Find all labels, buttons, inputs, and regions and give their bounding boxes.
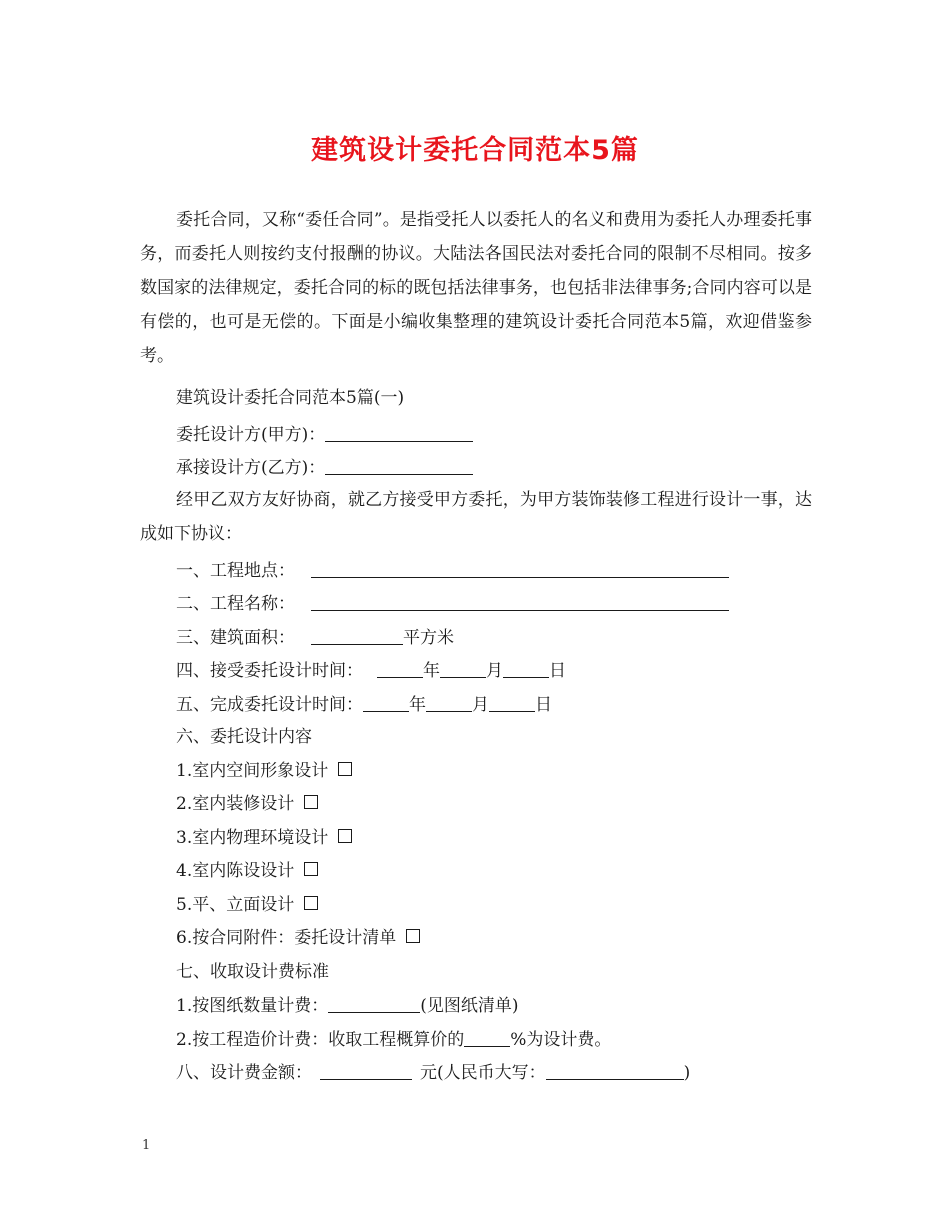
- party-b-blank[interactable]: [325, 457, 473, 475]
- content-item-2: [176, 794, 318, 814]
- fee-item-1-suffix: (见图纸清单): [420, 996, 519, 1016]
- accept-day-label: 日: [549, 661, 566, 681]
- percent-blank[interactable]: [464, 1029, 510, 1047]
- fee-amount-prefix: 八、设计费金额：: [176, 1063, 312, 1083]
- document-title: 建筑设计委托合同范本5篇: [311, 135, 639, 166]
- content-item-4-label: 4.室内陈设设计: [176, 861, 295, 881]
- content-item-6-label: 6.按合同附件：委托设计清单: [176, 928, 397, 948]
- project-name-blank[interactable]: [311, 593, 729, 611]
- checkbox-6[interactable]: [406, 929, 420, 943]
- checkbox-2[interactable]: [304, 795, 318, 809]
- fee-amount-mid: 元(人民币大写：: [420, 1063, 546, 1083]
- agreement-paragraph-block: [140, 483, 812, 551]
- drawing-count-blank[interactable]: [328, 995, 420, 1013]
- accept-month-blank[interactable]: [440, 660, 486, 678]
- area-label: 三、建筑面积：: [176, 628, 295, 648]
- location-blank[interactable]: [311, 560, 729, 578]
- finish-year-blank[interactable]: [363, 694, 409, 712]
- fee-amount-suffix: ): [683, 1063, 691, 1083]
- area-line: [176, 627, 454, 648]
- finish-day-label: 日: [535, 695, 552, 715]
- intro-paragraph-block: [140, 203, 812, 373]
- page-number: 1: [142, 1138, 151, 1153]
- content-item-5: [176, 895, 318, 915]
- finish-month-blank[interactable]: [426, 694, 472, 712]
- accept-year-label: 年: [423, 661, 440, 681]
- content-item-6: [176, 928, 420, 948]
- fee-item-2: [176, 1029, 611, 1050]
- project-name-line: [176, 593, 729, 614]
- accept-year-blank[interactable]: [377, 660, 423, 678]
- fee-item-2-prefix: 2.按工程造价计费：收取工程概算价的: [176, 1030, 465, 1050]
- content-item-3-label: 3.室内物理环境设计: [176, 828, 329, 848]
- checkbox-1[interactable]: [338, 762, 352, 776]
- accept-month-label: 月: [486, 661, 503, 681]
- party-a-line: [176, 424, 473, 445]
- fee-amount-line: [176, 1062, 690, 1083]
- area-blank[interactable]: [311, 627, 403, 645]
- fee-item-1-prefix: 1.按图纸数量计费：: [176, 996, 329, 1016]
- content-item-2-label: 2.室内装修设计: [176, 794, 295, 814]
- finish-time-label: 五、完成委托设计时间：: [176, 695, 363, 715]
- fee-item-1: [176, 995, 519, 1016]
- finish-year-label: 年: [409, 695, 426, 715]
- location-label: 一、工程地点：: [176, 561, 295, 581]
- agreement-paragraph: 经甲乙双方友好协商，就乙方接受甲方委托，为甲方装饰装修工程进行设计一事，达成如下协议：: [140, 490, 812, 544]
- checkbox-4[interactable]: [304, 862, 318, 876]
- checkbox-5[interactable]: [304, 896, 318, 910]
- amount-blank[interactable]: [320, 1062, 412, 1080]
- party-a-label: 委托设计方(甲方)：: [176, 425, 326, 445]
- party-b-label: 承接设计方(乙方)：: [176, 458, 326, 478]
- content-item-1-label: 1.室内空间形象设计: [176, 761, 329, 781]
- content-item-3: [176, 828, 352, 848]
- fee-heading: 七、收取设计费标准: [176, 962, 329, 982]
- party-b-line: [176, 457, 473, 478]
- content-heading: 六、委托设计内容: [176, 727, 312, 747]
- intro-paragraph: 委托合同，又称“委任合同”。是指受托人以委托人的名义和费用为委托人办理委托事务，而委托人则按约支付报酬的协议。大陆法各国民法对委托合同的限制不尽相同。按多数国家的法律规定，委托合同的标的既包括法律事务，也包括非法律事务;合同内容可以是有偿的，也可是无偿的。下面是小编收集整理的建筑设计委托合同范本5篇，欢迎借鉴参考。: [140, 210, 812, 366]
- project-name-label: 二、工程名称：: [176, 594, 295, 614]
- finish-time-line: [176, 694, 552, 715]
- checkbox-3[interactable]: [338, 829, 352, 843]
- content-item-5-label: 5.平、立面设计: [176, 895, 295, 915]
- accept-time-label: 四、接受委托设计时间：: [176, 661, 363, 681]
- section-subtitle: 建筑设计委托合同范本5篇(一): [176, 388, 405, 408]
- location-line: [176, 560, 729, 581]
- content-item-1: [176, 761, 352, 781]
- accept-time-line: [176, 660, 566, 681]
- fee-item-2-suffix: %为设计费。: [510, 1030, 612, 1050]
- accept-day-blank[interactable]: [503, 660, 549, 678]
- party-a-blank[interactable]: [325, 424, 473, 442]
- amount-capital-blank[interactable]: [546, 1062, 684, 1080]
- content-item-4: [176, 861, 318, 881]
- finish-month-label: 月: [472, 695, 489, 715]
- area-unit: 平方米: [403, 628, 454, 648]
- finish-day-blank[interactable]: [489, 694, 535, 712]
